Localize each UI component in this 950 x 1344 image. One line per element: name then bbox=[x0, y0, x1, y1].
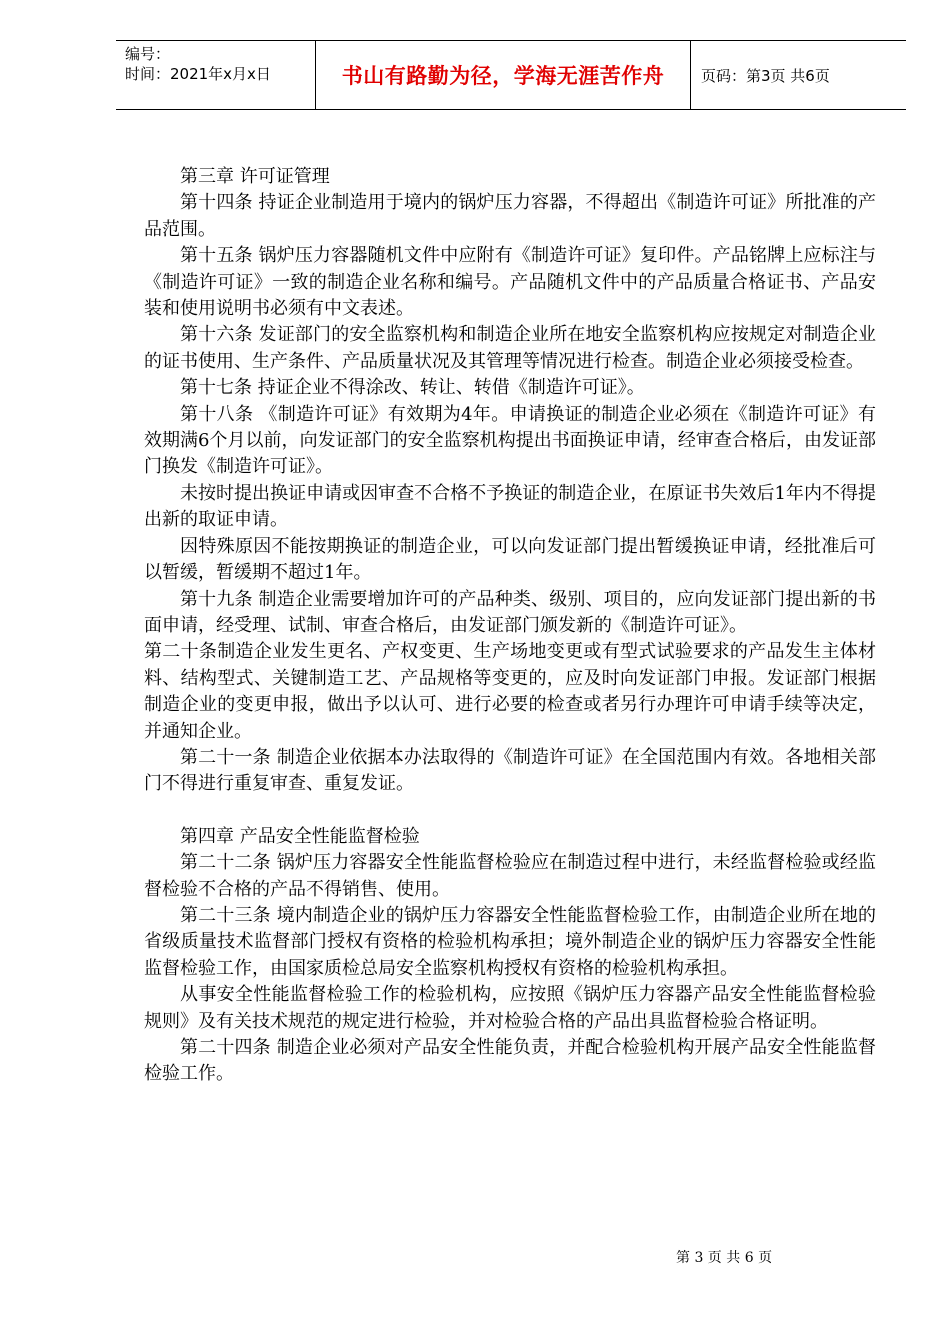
page-footer bbox=[0, 1247, 950, 1267]
article-14: 第十四条 持证企业制造用于境内的锅炉压力容器，不得超出《制造许可证》所批准的产品范围。 bbox=[144, 192, 876, 240]
page-header bbox=[116, 40, 906, 110]
article-18-paragraph-2: 未按时提出换证申请或因审查不合格不予换证的制造企业，在原证书失效后1年内不得提出新的取证申请。 bbox=[144, 482, 876, 531]
chapter-4-title: 第四章 产品安全性能监督检验 bbox=[180, 825, 420, 847]
article-18: 第十八条 《制造许可证》有效期为4年。申请换证的制造企业必须在《制造许可证》有效期满6个月以前，向发证部门的安全监察机构提出书面换证申请，经审查合格后，由发证部门换发《制造许可证》。 bbox=[144, 403, 876, 478]
article-17: 第十七条 持证企业不得涂改、转让、转借《制造许可证》。 bbox=[180, 377, 645, 399]
header-motto: 书山有路勤为径，学海无涯苦作舟 bbox=[316, 41, 691, 109]
article-16: 第十六条 发证部门的安全监察机构和制造企业所在地安全监察机构应按规定对制造企业的证书使用、生产条件、产品质量状况及其管理等情况进行检查。制造企业必须接受检查。 bbox=[144, 324, 876, 372]
document-body bbox=[144, 164, 876, 1088]
article-18-paragraph-3: 因特殊原因不能按期换证的制造企业，可以向发证部门提出暂缓换证申请，经批准后可以暂缓，暂缓期不超过1年。 bbox=[144, 535, 876, 584]
chapter-3-title: 第三章 许可证管理 bbox=[180, 166, 330, 187]
section-gap bbox=[144, 798, 876, 824]
article-23-paragraph-2: 从事安全性能监督检验工作的检验机构，应按照《锅炉压力容器产品安全性能监督检验规则》及有关技术规范的规定进行检验，并对检验合格的产品出具监督检验合格证明。 bbox=[144, 984, 876, 1032]
header-meta bbox=[116, 41, 316, 109]
article-22: 第二十二条 锅炉压力容器安全性能监督检验应在制造过程中进行，未经监督检验或经监督检验不合格的产品不得销售、使用。 bbox=[144, 852, 876, 900]
footer-page-number: 第 3 页 共 6 页 bbox=[676, 1250, 773, 1266]
article-21: 第二十一条 制造企业依据本办法取得的《制造许可证》在全国范围内有效。各地相关部门不得进行重复审查、重复发证。 bbox=[144, 746, 876, 795]
article-23: 第二十三条 境内制造企业的锅炉压力容器安全性能监督检验工作，由制造企业所在地的省级质量技术监督部门授权有资格的检验机构承担；境外制造企业的锅炉压力容器安全性能监督检验工作，由国家质检总局安全监察机构授权有资格的检验机构承担。 bbox=[144, 904, 876, 979]
article-15: 第十五条 锅炉压力容器随机文件中应附有《制造许可证》复印件。产品铭牌上应标注与《制造许可证》一致的制造企业名称和编号。产品随机文件中的产品质量合格证书、产品安装和使用说明书必须有中文表述。 bbox=[144, 245, 876, 320]
article-24: 第二十四条 制造企业必须对产品安全性能负责，并配合检验机构开展产品安全性能监督检验工作。 bbox=[144, 1037, 876, 1085]
article-19: 第十九条 制造企业需要增加许可的产品种类、级别、项目的，应向发证部门提出新的书面申请，经受理、试制、审查合格后，由发证部门颁发新的《制造许可证》。 bbox=[144, 588, 876, 636]
header-page-label: 页码：第3页 共6页 bbox=[701, 66, 830, 85]
document-time-label: 时间：2021年x月x日 bbox=[125, 65, 271, 83]
article-20: 第二十条制造企业发生更名、产权变更、生产场地变更或有型式试验要求的产品发生主体材料、结构型式、关键制造工艺、产品规格等变更的，应及时向发证部门申报。发证部门根据制造企业的变更申报，做出予以认可、进行必要的检查或者另行办理许可申请手续等决定，并通知企业。 bbox=[144, 641, 876, 742]
document-number-label: 编号： bbox=[125, 45, 171, 63]
